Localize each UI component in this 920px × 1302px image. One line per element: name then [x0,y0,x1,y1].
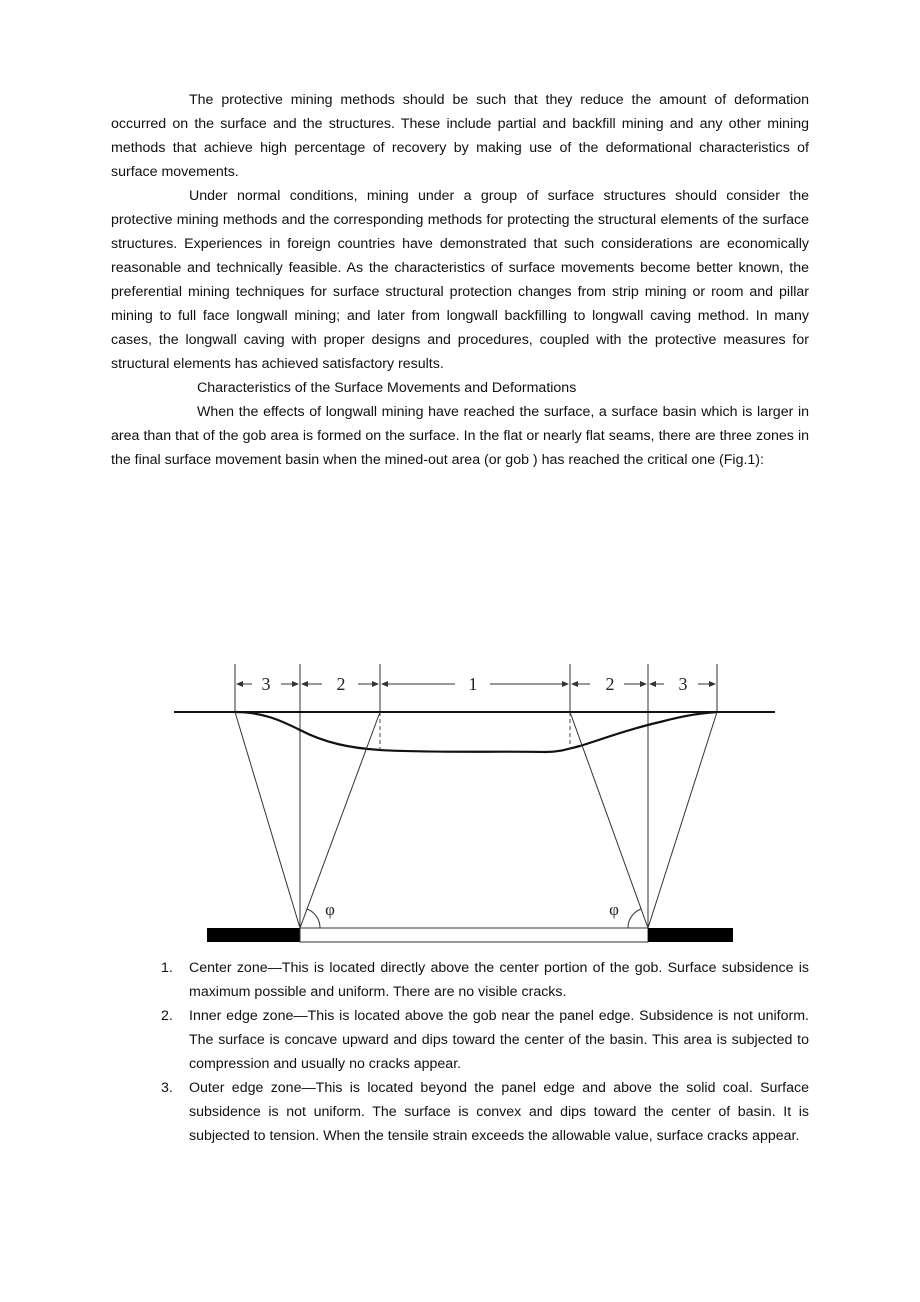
paragraph-longwall-effects: When the effects of longwall mining have reached the surface, a surface basin which is larger in area than that of the gob area is formed on the surface. In the flat or nearly flat seams, there are three zones in the final surface movement basin when the mined-out area (or gob ) has reached the critical one (Fig.1): [111,404,809,468]
zone-label-outer-right: 3 [678,674,688,694]
paragraph-protective-methods: The protective mining methods should be such that they reduce the amount of deformation occurred on the surface and the structures. These include partial and backfill mining and any other mining methods that achieve high percentage of recovery by making use of the deformational characteristics of surface movements. [111,92,809,180]
left-solid-coal [207,928,300,942]
list-item [111,1004,809,1076]
list-number: 2. [161,1008,173,1024]
arrowhead [236,681,243,687]
boundary-lines [235,664,717,928]
right-angle-label: φ [609,900,619,919]
arrowhead [640,681,647,687]
arrowhead [301,681,308,687]
right-break-line [570,712,648,928]
gob-area [300,928,648,942]
left-limit-line [235,712,300,928]
left-angle-arc [307,909,320,928]
paragraph-normal-conditions: Under normal conditions, mining under a group of surface structures should consider the protective mining methods and the corresponding methods for protecting the structural elements of the surface structures. Experiences in foreign countries have demonstrated that such considerations are economically reasonable and technically feasible. As the characteristics of surface movements become better known, the preferential mining techniques for surface structural protection changes from strip mining or room and pillar mining to full face longwall mining; and later from longwall backfilling to longwall caving method. In many cases, the longwall caving with proper designs and procedures, coupled with the protective measures for structural elements has achieved satisfactory results. [111,188,809,372]
arrowhead [571,681,578,687]
list-item [111,956,809,1004]
list-number: 3. [161,1080,173,1096]
subsidence-basin-curve [235,712,717,752]
arrowhead [372,681,379,687]
right-angle-arc [628,909,641,928]
arrowhead [709,681,716,687]
document-body [111,88,809,472]
list-number: 1. [161,960,173,976]
list-item-text: Center zone—This is located directly above the center portion of the gob. Surface subsidence is maximum possible and uniform. There are no visible cracks. [189,960,809,1000]
arrowhead [649,681,656,687]
arrowhead [292,681,299,687]
left-angle-label: φ [325,900,335,919]
right-limit-line [648,712,717,928]
right-solid-coal [648,928,733,942]
zone-label-outer-left: 3 [261,674,271,694]
zone-label-center: 1 [468,674,478,694]
arrowhead [562,681,569,687]
zone-label-inner-right: 2 [605,674,615,694]
zone-description-list [111,956,809,1148]
zone-label-inner-left: 2 [336,674,346,694]
list-item-text: Outer edge zone—This is located beyond the panel edge and above the solid coal. Surface subsidence is not uniform. The surface is convex and dips toward the center of basin. It is subjected to tension. When the tensile strain exceeds the allowable value, surface cracks appear. [189,1080,809,1144]
list-item [111,1076,809,1148]
dashed-markers [380,712,570,750]
subsidence-basin-figure [170,660,780,950]
list-item-text: Inner edge zone—This is located above the gob near the panel edge. Subsidence is not uniform. The surface is concave upward and dips toward the center of the basin. This area is subjected to compression and usually no cracks appear. [189,1008,809,1072]
arrowhead [381,681,388,687]
influence-lines [235,712,717,928]
section-heading: Characteristics of the Surface Movements and Deformations [197,380,577,396]
